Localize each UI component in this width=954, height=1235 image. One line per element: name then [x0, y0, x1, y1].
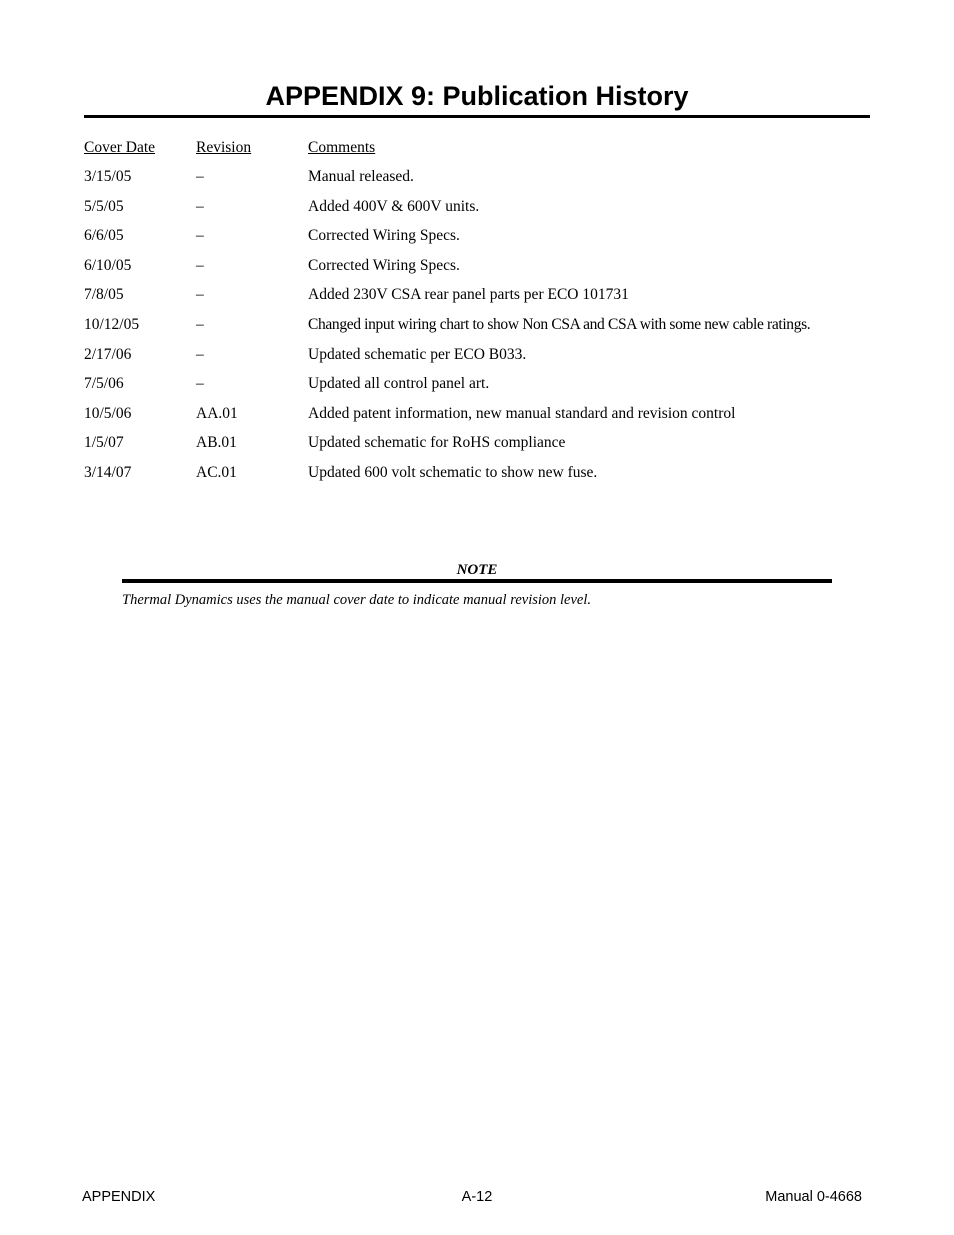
header-comments: Comments: [308, 139, 376, 156]
cover-date-cell: 2/17/06: [84, 345, 132, 363]
cover-date-cell: 7/8/05: [84, 286, 124, 304]
revision-cell: –: [196, 286, 204, 304]
footer-section-label: APPENDIX: [82, 1189, 156, 1205]
revision-cell: –: [196, 345, 204, 363]
comment-cell: Manual released.: [308, 168, 414, 185]
cover-date-cell: 3/14/07: [84, 463, 132, 481]
cover-date-cell: 1/5/07: [84, 434, 124, 452]
title-rule: [84, 115, 870, 118]
revision-cell: –: [196, 315, 204, 333]
footer-manual-number: Manual 0-4668: [765, 1189, 862, 1205]
revision-cell: –: [196, 197, 204, 215]
header-revision: Revision: [196, 139, 252, 156]
table-row: [84, 195, 884, 225]
table-row: [84, 313, 884, 343]
table-row: [84, 343, 884, 373]
comment-cell: Corrected Wiring Specs.: [308, 256, 460, 274]
table-row: [84, 461, 884, 491]
revision-cell: AA.01: [196, 404, 238, 422]
comment-cell: Updated 600 volt schematic to show new fuse.: [308, 463, 598, 481]
note-heading: NOTE: [456, 562, 498, 578]
cover-date-cell: 10/5/06: [84, 404, 132, 422]
cover-date-cell: 6/10/05: [84, 256, 132, 274]
revision-cell: –: [196, 256, 204, 274]
revision-cell: –: [196, 227, 204, 245]
table-header-row: [84, 136, 884, 165]
page-title: APPENDIX 9: Publication History: [265, 81, 689, 111]
revision-cell: AB.01: [196, 434, 237, 452]
comment-cell: Updated schematic for RoHS compliance: [308, 434, 566, 452]
comment-cell: Added patent information, new manual standard and revision control: [308, 404, 736, 422]
publication-history-table: [84, 136, 884, 491]
comment-cell: Corrected Wiring Specs.: [308, 227, 460, 245]
revision-cell: –: [196, 375, 204, 393]
table-row: [84, 372, 884, 402]
table-row: [84, 431, 884, 461]
cover-date-cell: 5/5/05: [84, 197, 124, 215]
table-row: [84, 224, 884, 254]
table-row: [84, 283, 884, 313]
comment-cell: Added 230V CSA rear panel parts per ECO 101731: [308, 286, 629, 304]
header-cover-date: Cover Date: [84, 139, 156, 156]
table-row: [84, 165, 884, 195]
note-rule: [122, 579, 832, 583]
cover-date-cell: 7/5/06: [84, 375, 124, 393]
table-row: [84, 402, 884, 432]
comment-cell: Changed input wiring chart to show Non CSA and CSA with some new cable ratings.: [308, 315, 811, 333]
table-row: [84, 254, 884, 284]
revision-cell: AC.01: [196, 463, 237, 481]
comment-cell: Updated schematic per ECO B033.: [308, 345, 527, 363]
revision-cell: –: [196, 168, 204, 185]
note-text: Thermal Dynamics uses the manual cover date to indicate manual revision level.: [122, 592, 592, 608]
comment-cell: Updated all control panel art.: [308, 375, 490, 393]
cover-date-cell: 6/6/05: [84, 227, 124, 245]
footer-page-number: A-12: [461, 1189, 493, 1205]
cover-date-cell: 10/12/05: [84, 315, 140, 333]
cover-date-cell: 3/15/05: [84, 168, 132, 185]
comment-cell: Added 400V & 600V units.: [308, 197, 480, 215]
